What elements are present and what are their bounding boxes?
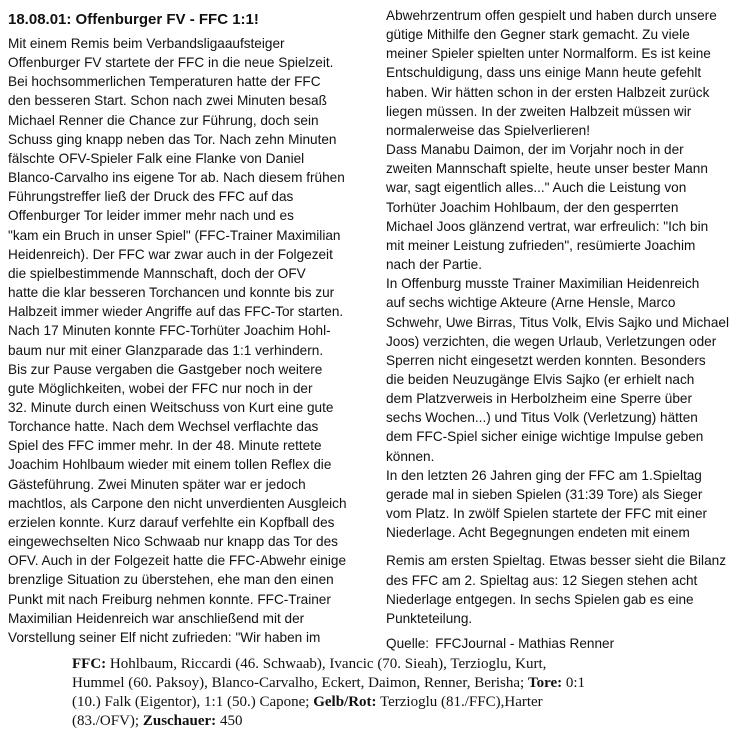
lineup-tore-label: Tore: bbox=[527, 675, 563, 691]
source-label: Quelle: bbox=[386, 636, 430, 651]
article-body-right-2: Dass Manabu Daimon, der im Vorjahr noch in der zweiten Mannschaft spielte, heute unser bester Mann war, sagt eigentlich alles..." Auch die Leistung von Torhüter Joachim Hohlbaum, der den gesperrten Michael Joos glänzend vertrat, war erfreulich: "Ich bin mit meiner Leistung zufrieden", resümierte Joachim nach der Partie. bbox=[386, 142, 709, 273]
lineup-crowd-label: Zuschauer: bbox=[142, 713, 217, 729]
lineup-crowd-value: 450 bbox=[216, 713, 243, 729]
right-column bbox=[386, 6, 744, 653]
lineup-cards-label: Gelb/Rot: bbox=[313, 694, 377, 710]
article-body-right-3: In Offenburg musste Trainer Maximilian Heidenreich auf sechs wichtige Akteure (Arne Hensle, Marco Schwehr, Uwe Birras, Titus Volk, Elvis Sajko und Michael Joos) verzichten, die wegen Urlaub, Verletzungen oder Sperren nicht eingesetzt werden konnten. Besonders die beiden Neuzugänge Elvis Sajko (er erhielt nach dem Platzverweis in Herbolzheim eine Sperre über sechs Wochen...) und Titus Volk (Verletzung) hätten dem FFC-Spiel sicher einige wichtige Impulse geben können. bbox=[386, 276, 730, 464]
article-body-right-4: In den letzten 26 Jahren ging der FFC am 1.Spieltag gerade mal in sieben Spielen (31:39 Tore) als Sieger vom Platz. In zwölf Spielen startete der FFC mit einer Niederlage. Acht Begegnungen endeten mit einem bbox=[386, 467, 708, 541]
article-body-right-1: Abwehrzentrum offen gespielt und haben durch unsere gütige Mithilfe den Gegner stark gemacht. Zu viele meiner Spieler spielten unter Normalform. Es ist keine Entschuldigung, dass uns einige Mann heute gefehlt haben. Wir hätten schon in der ersten Halbzeit zurück liegen müssen. In der zweiten Halbzeit müssen wir normalerweise das Spielverlieren! bbox=[386, 8, 717, 138]
article-body-left: Mit einem Remis beim Verbandsligaaufsteiger Offenburger FV startete der FFC in die neue Spielzeit. Bei hochsommerlichen Temperaturen hatte der FFC den besseren Start. Schon nach zwei Minuten besaß Michael Renner die Chance zur Führung, doch sein Schuss ging knapp neben das Tor. Nach zehn Minuten fälschte OFV-Spieler Falk eine Flanke von Daniel Blanco-Carvalho ins eigene Tor ab. Nach diesem frühen Führungstreffer ließ der Druck des FFC auf das Offenburger Tor leider immer mehr nach und es "kam ein Bruch in unser Spiel" (FFC-Trainer Maximilian Heidenreich). Der FFC war zwar auch in der Folgezeit die spielbestimmende Mannschaft, doch der OFV hatte die klar besseren Torchancen und konnte bis zur Halbzeit immer wieder Angriffe auf das FFC-Tor starten. Nach 17 Minuten konnte FFC-Torhüter Joachim Hohl- baum nur mit einer Glanzparade das 1:1 verhindern. Bis zur Pause vergaben die Gastgeber noch weitere gute Möglichkeiten, wobei der FFC nur noch in der 32. Minute durch einen Weitschuss von Kurt eine gute Torchance hatte. Nach dem Wechsel verflachte das Spiel des FFC immer mehr. In der 48. Minute rettete Joachim Hohlbaum wieder mit einem tollen Reflex die Gästeführung. Zwei Minuten später war er jedoch machtlos, als Carpone den nicht unverdienten Ausgleich erzielen konnte. Kurz darauf verfehlte ein Kopfball des eingewechselten Nico Schwaab nur knapp das Tor des OFV. Auch in der Folgezeit hatte die FFC-Abwehr einige brenzlige Situation zu überstehen, ehe man den einen Punkt mit nach Freiburg nehmen konnte. FFC-Trainer Maximilian Heidenreich war anschließend mit der Vorstellung seiner Elf nicht zufrieden: "Wir haben im bbox=[8, 36, 347, 645]
article-title: 18.08.01: Offenburger FV - FFC 1:1! bbox=[8, 11, 259, 28]
match-lineup bbox=[72, 655, 744, 731]
left-column bbox=[8, 6, 370, 647]
article-body-right-5: Remis am ersten Spieltag. Etwas besser sieht die Bilanz des FFC am 2. Spieltag aus: 12 Siegen stehen acht Niederlage entgegen. In sechs Spielen gab es eine Punkteteilung. bbox=[386, 553, 726, 626]
lineup-cards-value: Terzioglu (81./FFC),Harter (83./OFV); bbox=[72, 694, 543, 729]
lineup-ffc-players: Hohlbaum, Riccardi (46. Schwaab), Ivancic (70. Sieah), Terzioglu, Kurt, Hummel (60. Paksoy), Blanco-Carvalho, Eckert, Daimon, Renner, Berisha; bbox=[72, 656, 547, 691]
source-value: FFCJournal - Mathias Renner bbox=[435, 636, 615, 651]
lineup-tore-value: 0:1 (10.) Falk (Eigentor), 1:1 (50.) Capone; bbox=[72, 675, 586, 710]
source-credit bbox=[386, 634, 744, 653]
lineup-ffc-label: FFC: bbox=[72, 656, 107, 672]
